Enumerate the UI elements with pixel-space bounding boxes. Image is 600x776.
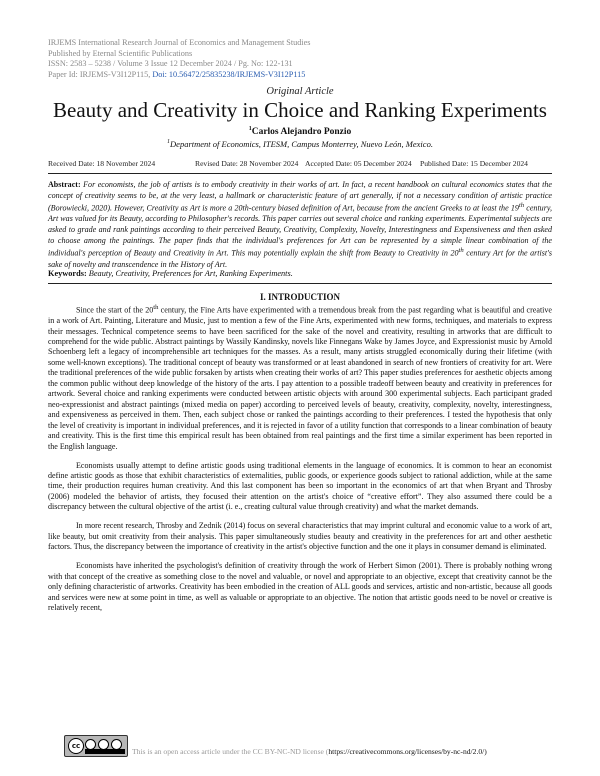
author-line: [0, 126, 600, 137]
paper-title: Beauty and Creativity in Choice and Ranking Experiments: [53, 98, 547, 122]
license-url[interactable]: https://creativecommons.org/licenses/by-nc-nd/2.0/: [328, 747, 485, 756]
license-close: ): [484, 747, 487, 756]
cc-attribution-icons: [85, 739, 125, 748]
accepted-date: Accepted Date: 05 December 2024: [305, 159, 412, 168]
abstract-sup-1: th: [518, 202, 525, 210]
published-date: Published Date: 15 December 2024: [420, 159, 528, 168]
body-text: [48, 303, 552, 622]
issn-volume: ISSN: 2583 – 5238 / Volume 3 Issue 12 December 2024 / Pg. No: 122-131: [48, 59, 293, 69]
paper-id-line: [48, 70, 568, 81]
keywords-label: Keywords:: [48, 269, 87, 278]
section-heading: I. INTRODUCTION: [259, 292, 340, 302]
license-text: [132, 747, 487, 756]
divider-bottom: [48, 283, 552, 284]
keywords-text: Beauty, Creativity, Preferences for Art, Ranking Experiments.: [86, 269, 293, 278]
paragraph: [48, 303, 552, 452]
revised-date: Revised Date: 28 November 2024: [195, 159, 299, 168]
affiliation: [0, 139, 600, 149]
journal-name: IRJEMS International Research Journal of Economics and Management Studies: [48, 38, 311, 47]
author-name: Carlos Alejandro Ponzio: [251, 127, 352, 138]
affiliation-text: Department of Economics, ITESM, Campus Monterrey, Nuevo León, Mexico.: [170, 139, 433, 149]
abstract: [48, 180, 552, 270]
cc-label-strip: [85, 749, 125, 754]
paper-id: Paper Id: IRJEMS-V3I12P115,: [48, 69, 153, 79]
cc-license-badge[interactable]: [64, 735, 128, 757]
paragraph-1-start: Since the start of the 20: [76, 305, 154, 315]
affiliation-superscript: 1: [167, 139, 171, 146]
paragraph: In more recent research, Throsby and Zednik (2014) focus on several characteristics that may imprint cultural and economic value to a work of art, like beauty, but omit creativity from their analysis. This paper simultaneously studies beauty and creativity in the preferences for art and other aesthetic factors. Thus, the discrepancy between the importance of creativity in the artist's objective function and the one it plays in consumer demand is eliminated.: [48, 521, 552, 552]
abstract-text-1: For economists, the job of artists is to embody creativity in their works of art. In fact, a recent handbook on cultural economics states that the concept of creativity seems to be, at the very least, a hallmark or characteristic feature of art generally, if not a necessary condition of artistic practice (Borowiecki, 2020). However, Creativity as Art is more a 20th-century biased definition of Art, because from the ancient Greeks to at least the 19: [48, 180, 552, 213]
doi-link[interactable]: Doi: 10.56472/25835238/IRJEMS-V3I12P115: [152, 69, 306, 79]
abstract-label: Abstract:: [48, 180, 81, 189]
paragraph-1-sup: th: [153, 304, 159, 311]
paragraph-1-rest: century, the Fine Arts have experimented with a tremendous break from the past regarding what is beautiful and creative in a work of Art. Painting, Literature and Music, just to mention a few of the Fine Arts, experimented with new forms, techniques, and materials to express their messages. Technical competence seems to have been sacrificed for the sake of the novel and creativity, resulting in artworks that are difficult to comprehend for the wide public. Abstract paintings by Wassily Kandinsky, novels like Finnegans Wake by James Joyce, and Expressionist music by Arnold Schoenberg left a legacy of incomprehensible art techniques for the masses. As a result, many artists struggled economically during their lifetime (with some well-known exceptions). The traditional concept of beauty was transformed or at least abandoned in search of new frontiers of creativity for art. Were the traditional preferences of the wide public forsaken by artists when creating their works of art? This paper studies preferences for aesthetic objects among the common public without deep knowledge of the history of the arts. I pay attention to a possible tradeoff between beauty and creativity in preferences for artwork. Several choice and ranking experiments were conducted between artistic objects with around 300 experimental subjects. Each participant graded neo-expressionist and abstract paintings (mixed media on paper) according to perceived levels of beauty, creativity, complexity, novelty, interestingness, and expensiveness as perceived in them. Then, each subject chose or ranked the paintings according to their preferences. I tested the hypothesis that only the level of creativity is important in individual preferences, and it is rejected in favor of a utility function that corresponds to a linear combination of beauty and creativity. This is the first time this empirical result has been obtained from real paintings and the first time a similar experiment has been reported in the English language.: [48, 305, 553, 451]
cc-logo-icon: cc: [68, 738, 84, 754]
abstract-text-2: century, Art was valued for its Beauty, according to Philosopher's records. This paper carries out several choice and ranking experiments. Experimental subjects are asked to grade and rank paintings according to their perceived Beauty, Creativity, Complexity, Novelty, Interestingness and Expensiveness and then asked to choose among the paintings. The paper finds that the individual's preferences for Art can be represented by a simple linear combination of the individual's perception of Beauty and Creativity in Art. This may potentially explain the shift from Beauty to Creativity in 20: [48, 203, 552, 258]
article-type: Original Article: [266, 86, 334, 97]
abstract-sup-2: th: [458, 247, 464, 255]
divider-top: [48, 173, 552, 174]
received-date: Received Date: 18 November 2024: [48, 159, 156, 168]
abstract-text-3: century Art for the artist's sake of novelty and transcendence in the History of Art.: [48, 248, 552, 269]
paragraph: Economists usually attempt to define artistic goods using traditional elements in the language of economics. It is common to hear an economist define artistic goods as those that exhibit characteristics of externalities, public goods, or experience goods subject to rational addiction, while at the same time, their production requires human creativity. And this last component has been so important in the economics of art that when Bryant and Throsby (2006) modeled the behavior of artists, they focused their attention on the artist's choice of “creative effort”. They also assumed there could be a discrepancy between the cultural objective of the artist (i. e., creating cultural value through creativity) and what the market demands.: [48, 460, 552, 512]
journal-header: [48, 38, 568, 80]
license-footer: [48, 733, 568, 761]
license-statement: This is an open access article under the CC BY-NC-ND license (: [132, 747, 329, 756]
paragraph: Economists have inherited the psychologist's definition of creativity through the work of Herbert Simon (2001). There is probably nothing wrong with that concept of the creative as something close to the novel and valuable, or novel and appropriate to an objective, except that creativity cannot be the only defining characteristic of artworks. Creativity has been embodied in the creation of ALL goods and services, artistic and non-artistic, because all goods and services were new at some point in time, as well as valuable or appropriate to an objective. The notion that artistic goods need to be novel or creative is relatively recent,: [48, 561, 552, 612]
author-superscript: 1: [248, 126, 252, 132]
keywords: [48, 269, 552, 278]
publisher: Published by Eternal Scientific Publications: [48, 48, 193, 58]
